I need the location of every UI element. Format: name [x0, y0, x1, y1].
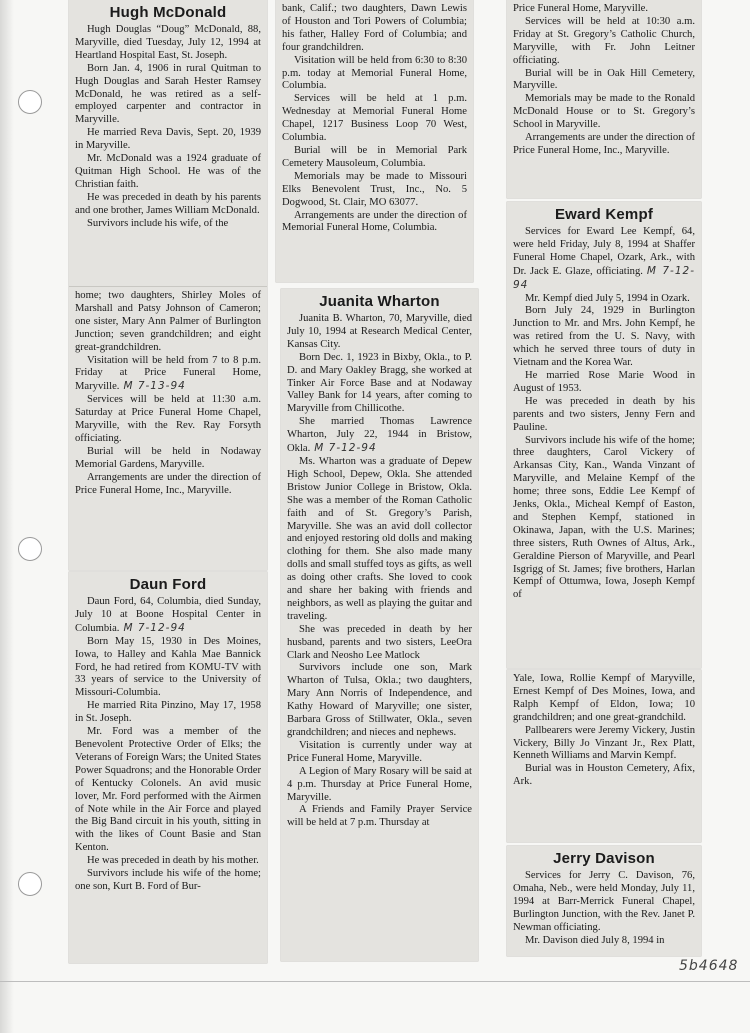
- binder-hole: [18, 872, 42, 896]
- obituary-paragraph: Services for Jerry C. Davison, 76, Omaha, Neb., were held Monday, July 11, 1994 at Barr-Merrick Funeral Chapel, Burlington Junction, with the Rev. Janet P. Newman officiating.: [513, 870, 695, 933]
- clipping-juanita-wharton: [281, 289, 478, 961]
- clipping-daun-ford-continued: [276, 0, 473, 282]
- obituary-paragraph: She was preceded in death by her husband, parents and two sisters, LeeOra Clark and Neosho Lee Matlock: [287, 623, 472, 661]
- page-number: 5b4648: [679, 958, 739, 974]
- obituary-paragraph: He was preceded in death by his parents and two sisters, Jenny Fern and Pauline.: [513, 395, 695, 433]
- handwritten-date-note: M 7-12-94: [513, 264, 695, 291]
- clipping-hugh-mcdonald-1: [69, 0, 267, 286]
- obituary-paragraph: Pallbearers were Jeremy Vickery, Justin Vickery, Billy Jo Vinzant Jr., Rex Platt, Kenneth Williams and Marvin Kempf.: [513, 724, 695, 762]
- obituary-paragraph: Survivors include his wife of the home; one son, Kurt B. Ford of Bur-: [75, 868, 261, 892]
- obituary-paragraph: Arrangements are under the direction of Price Funeral Home, Inc., Maryville.: [75, 471, 261, 496]
- obituary-paragraph: Services will be held at 11:30 a.m. Saturday at Price Funeral Home Chapel, Maryville, with the Rev. Ray Forsyth officiating.: [75, 394, 261, 444]
- obituary-paragraph: Ms. Wharton was a graduate of Depew High School, Depew, Okla. She attended Bristow Junior College in Bristow, Okla. She was a member of the Roman Catholic faith and of St. Gregory’s Parish, Maryville. She was an avid doll collector and enjoyed restoring old dolls and making clothing for them. She also made many dolls and small stuffed toys as gifts, as well as doing other crafts. She loved to cook and share her baking with friends and neighbors, as well as playing the guitar and traveling.: [287, 455, 472, 622]
- obituary-paragraph: bank, Calif.; two daughters, Dawn Lewis of Houston and Tori Powers of Columbia; his father, Halley Ford of Columbia; and four grandchildren.: [282, 3, 467, 53]
- obituary-text: Visitation will be held from 7 to 8 p.m. Friday at Price Funeral Home, Maryville.: [75, 354, 261, 393]
- obituary-paragraph: Juanita B. Wharton, 70, Maryville, died July 10, 1994 at Research Medical Center, Kansas City.: [287, 313, 472, 350]
- obituary-paragraph: [75, 355, 261, 395]
- binder-hole: [18, 537, 42, 561]
- obituary-paragraph: Arrangements are under the direction of Price Funeral Home, Inc., Maryville.: [513, 132, 695, 156]
- obituary-paragraph: Mr. Davison died July 8, 1994 in: [525, 934, 665, 946]
- obituary-paragraph: Memorials may be made to Missouri Elks Benevolent Trust, Inc., No. 5 Dogwood, St. Clair, MO 63077.: [282, 170, 467, 208]
- obituary-paragraph: Services will be held at 10:30 a.m. Friday at St. Gregory’s Catholic Church, Maryville, with Fr. John Leitner officiating.: [513, 15, 695, 66]
- obituary-paragraph: home; two daughters, Shirley Moles of Marshall and Patsy Johnson of Cameron; one sister, Mary Ann Palmer of Burlington Junction; seven grandchildren; and eight great-grandchildren.: [75, 290, 261, 353]
- obituary-paragraph: [75, 596, 261, 636]
- obituary-paragraph: He was preceded in death by his mother.: [87, 855, 259, 867]
- obituary-paragraph: Born Jan. 4, 1906 in rural Quitman to Hugh Douglas and Sarah Hester Ramsey McDonald, he was retired as a self-employed carpenter and contractor in Maryville.: [75, 62, 261, 126]
- clipping-juanita-wharton-continued: [507, 0, 701, 198]
- obituary-paragraph: He was preceded in death by his parents and one brother, James William McDonald.: [75, 191, 261, 216]
- clipping-hugh-mcdonald-2: [69, 287, 267, 570]
- headline-daun-ford: Daun Ford: [129, 576, 207, 593]
- headline-eward-kempf: Eward Kempf: [554, 206, 654, 223]
- obituary-paragraph: Hugh Douglas “Doug” McDonald, 88, Maryville, died Tuesday, July 12, 1994 at Heartland Hospital East, St. Joseph.: [75, 24, 261, 61]
- obituary-paragraph: Born July 24, 1929 in Burlington Junction to Mr. and Mrs. John Kempf, he was retired from the U. S. Navy, with which he served three tours of duty in Vietnam and the Korea War.: [513, 305, 695, 369]
- obituary-paragraph: Survivors include his wife of the home; three daughters, Carol Vickery of Arkansas City, Kan., Wanda Vinzant of Maryville, and Melaine Kempf of the home; three sons, Eddie Lee Kempf of Jenks, Okla., Micheal Kempf of Easton, and Stephen Kempf, stationed in Okinawa, Japan, with the U.S. Marines; three sisters, Ruth Ownes of Altus, Ark., Geraldine Pierson of Maryville, and Pearl Isgrigg of St. James; five brothers, Harlan Kempf of Ottumwa, Iowa, Joseph Kempf of: [513, 434, 695, 601]
- obituary-paragraph: A Friends and Family Prayer Service will be held at 7 p.m. Thursday at: [287, 804, 472, 829]
- obituary-paragraph: Mr. Kempf died July 5, 1994 in Ozark.: [525, 292, 690, 304]
- clipping-eward-kempf: [507, 202, 701, 668]
- binder-hole: [18, 90, 42, 114]
- obituary-paragraph: Arrangements are under the direction of Memorial Funeral Home, Columbia.: [282, 209, 467, 234]
- clipping-daun-ford: [69, 572, 267, 963]
- obituary-paragraph: Born May 15, 1930 in Des Moines, Iowa, to Halley and Kahla Mae Bannick Ford, he had retired from KOMU-TV with 33 years of service to the University of Missouri-Columbia.: [75, 635, 261, 699]
- scan-edge: [0, 0, 14, 1033]
- headline-jerry-davison: Jerry Davison: [553, 850, 655, 867]
- page-bottom-edge: [0, 981, 750, 982]
- obituary-text: Services for Eward Lee Kempf, 64, were held Friday, July 8, 1994 at Shaffer Funeral Home Chapel, Ozark, Ark., with Dr. Jack E. Glaze, officiating.: [513, 226, 695, 277]
- obituary-paragraph: Visitation will be held from 6:30 to 8:30 p.m. today at Memorial Funeral Home, Columbia.: [282, 54, 467, 92]
- obituary-paragraph: Services will be held at 1 p.m. Wednesday at Memorial Funeral Home Chapel, 1217 Business Loop 70 West, Columbia.: [282, 93, 467, 144]
- obituary-paragraph: He married Rita Pinzino, May 17, 1958 in St. Joseph.: [75, 700, 261, 725]
- obituary-paragraph: He married Reva Davis, Sept. 20, 1939 in Maryville.: [75, 127, 261, 152]
- obituary-text: Daun Ford, 64, Columbia, died Sunday, July 10 at Boone Hospital Center in Columbia.: [75, 596, 261, 634]
- obituary-paragraph: Memorials may be made to the Ronald McDonald House or to St. Gregory’s School in Maryville.: [513, 93, 695, 131]
- obituary-paragraph: Burial will be held in Nodaway Memorial Gardens, Maryville.: [75, 445, 261, 470]
- obituary-paragraph: [287, 416, 472, 456]
- headline-juanita-wharton: Juanita Wharton: [319, 293, 440, 310]
- obituary-paragraph: Mr. McDonald was a 1924 graduate of Quitman High School. He was of the Christian faith.: [75, 153, 261, 190]
- obituary-paragraph: Survivors include his wife, of the: [87, 217, 229, 229]
- obituary-paragraph: Burial will be in Memorial Park Cemetery Mausoleum, Columbia.: [282, 144, 467, 169]
- headline-hugh-mcdonald: Hugh McDonald: [109, 4, 227, 21]
- obituary-paragraph: Burial will be in Oak Hill Cemetery, Maryville.: [513, 67, 695, 92]
- obituary-paragraph: Yale, Iowa, Rollie Kempf of Maryville, Ernest Kempf of Des Moines, Iowa, and Ralph Kempf of Eldon, Iowa; 10 grandchildren; and one great-grandchild.: [513, 673, 695, 723]
- obituary-paragraph: [513, 226, 695, 293]
- obituary-paragraph: Born Dec. 1, 1923 in Bixby, Okla., to P. D. and Mary Oakley Bragg, she worked at Tinker Air Force Base and at Nodaway Valley Bank for 14 years, after coming to Maryville from Chillicothe.: [287, 351, 472, 415]
- handwritten-date-note: M 7-12-94: [123, 621, 186, 634]
- obituary-paragraph: A Legion of Mary Rosary will be said at 4 p.m. Thursday at Price Funeral Home, Maryville.: [287, 765, 472, 803]
- obituary-text: She married Thomas Lawrence Wharton, July 22, 1944 in Bristow, Okla.: [287, 416, 472, 455]
- clipping-eward-kempf-continued: [507, 670, 701, 842]
- clipping-jerry-davison: [507, 846, 701, 956]
- handwritten-date-note: M 7-13-94: [123, 380, 186, 393]
- obituary-paragraph: Mr. Ford was a member of the Benevolent Protective Order of Elks; the Veterans of Foreign Wars; the United States Power Squadrons; and the Honorable Order of Kentucky Colonels. An avid music lover, Mr. Ford performed with the Airmen of Note while in the Air Force and played the Big Band circuit in his youth, sitting in with the likes of Count Basie and Stan Kenton.: [75, 726, 261, 854]
- obituary-paragraph: Burial was in Houston Cemetery, Afix, Ark.: [513, 763, 695, 788]
- obituary-paragraph: Survivors include one son, Mark Wharton of Tulsa, Okla.; two daughters, Mary Ann Norris of Independence, and Kathy Howard of Maryville; one sister, Barbara Gross of Stillwater, Okla., seven grandchildren; and nieces and nephews.: [287, 662, 472, 738]
- handwritten-date-note: M 7-12-94: [314, 442, 377, 455]
- obituary-paragraph: Price Funeral Home, Maryville.: [513, 3, 649, 14]
- obituary-paragraph: He married Rose Marie Wood in August of 1953.: [513, 369, 695, 394]
- obituary-paragraph: Visitation is currently under way at Price Funeral Home, Maryville.: [287, 739, 472, 764]
